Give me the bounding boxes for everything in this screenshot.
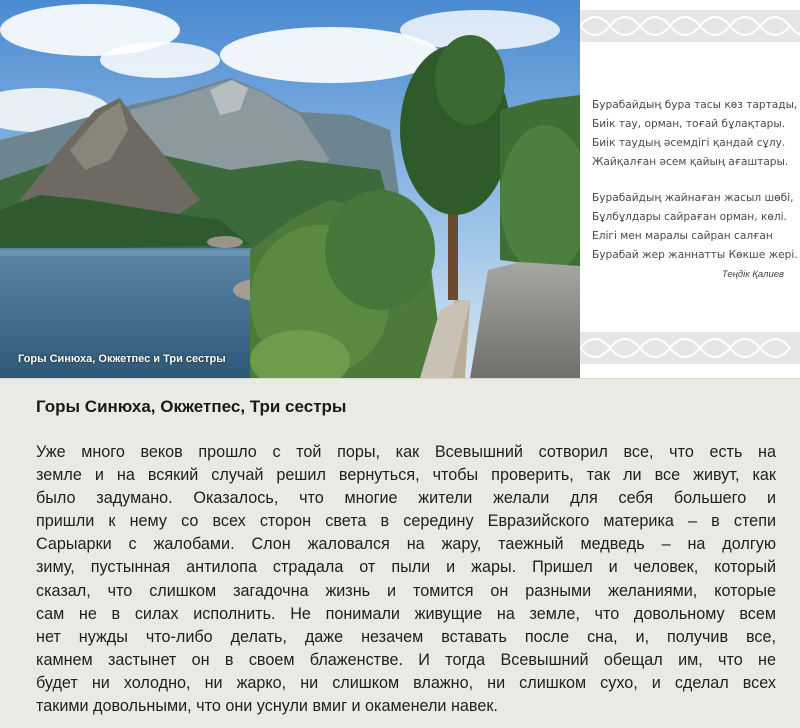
ornament-border-top: [580, 10, 800, 42]
article-line: было задумано. Оказалось, что многие жители желали для себя большего и: [36, 489, 776, 508]
landscape-photo: [0, 0, 580, 378]
poem-line: Бұлбұлдары сайраған орман, көлі.: [592, 211, 787, 223]
poem-stanza-2: [592, 189, 796, 265]
poem-line: Биік таудың әсемдігі қандай сұлу.: [592, 137, 786, 149]
article-line: будет ни холодно, ни жарко, ни слишком влажно, ни слишком сухо, и сделал всех: [36, 673, 776, 692]
article-line: такими довольными, что они уснули вмиг и окаменели навек.: [36, 697, 498, 716]
article-line: зиму, пустынная антилопа страдала от пыли и жары. Пришел и человек, который: [36, 558, 776, 577]
poem-line: Бурабайдың бура тасы көз тартады,: [592, 99, 798, 111]
landscape-illustration: [0, 0, 580, 378]
article-line: Сарыарки с жалобами. Слон жаловался на жару, таежный медведь – на долгую: [36, 535, 776, 554]
article-line: Уже много веков прошло с той поры, как Всевышний сотворил все, что есть на: [36, 443, 776, 461]
article-line: сказал, что слишком загадочна жизнь и томится он разными желаниями, которые: [36, 581, 776, 600]
article: [0, 378, 800, 728]
article-body: [36, 441, 776, 718]
poem-line: Биік тау, орман, тоғай бұлақтары.: [592, 118, 786, 130]
article-title: Горы Синюха, Окжетпес, Три сестры: [36, 397, 347, 416]
poem-line: Жайқалған әсем қайың ағаштары.: [592, 156, 789, 168]
article-line: пришли к нему со всех сторон света в середину Евразийского материка – в степи: [36, 512, 776, 531]
poem-line: Бурабайдың жайнаған жасыл шөбі,: [592, 192, 794, 204]
poem-panel: [580, 0, 800, 378]
poem-author: Теңдік Қалиев: [721, 269, 784, 280]
article-line: земле и на всякий случай решил вернуться, чтобы проверить, так ли все живут, как: [36, 466, 776, 485]
article-line: нет нужды что-либо делать, даже незачем вставать после сна, и, получив все,: [36, 627, 776, 646]
photo-caption: Горы Синюха, Окжетпес и Три сестры: [18, 353, 226, 365]
article-line: сам не в силах исполнить. Не понимали живущие на земле, что довольному всем: [36, 604, 776, 623]
poem-stanza-1: [592, 96, 796, 172]
ornament-border-bottom: [580, 332, 800, 364]
article-line: камнем застынет он в своем блаженстве. И тогда Всевышний обещал им, что не: [36, 650, 776, 669]
poem-text: [592, 96, 796, 282]
poem-line: Бурабай жер жаннатты Көкше жері.: [592, 249, 798, 261]
poem-line: Елігі мен маралы сайран салған: [592, 230, 773, 242]
